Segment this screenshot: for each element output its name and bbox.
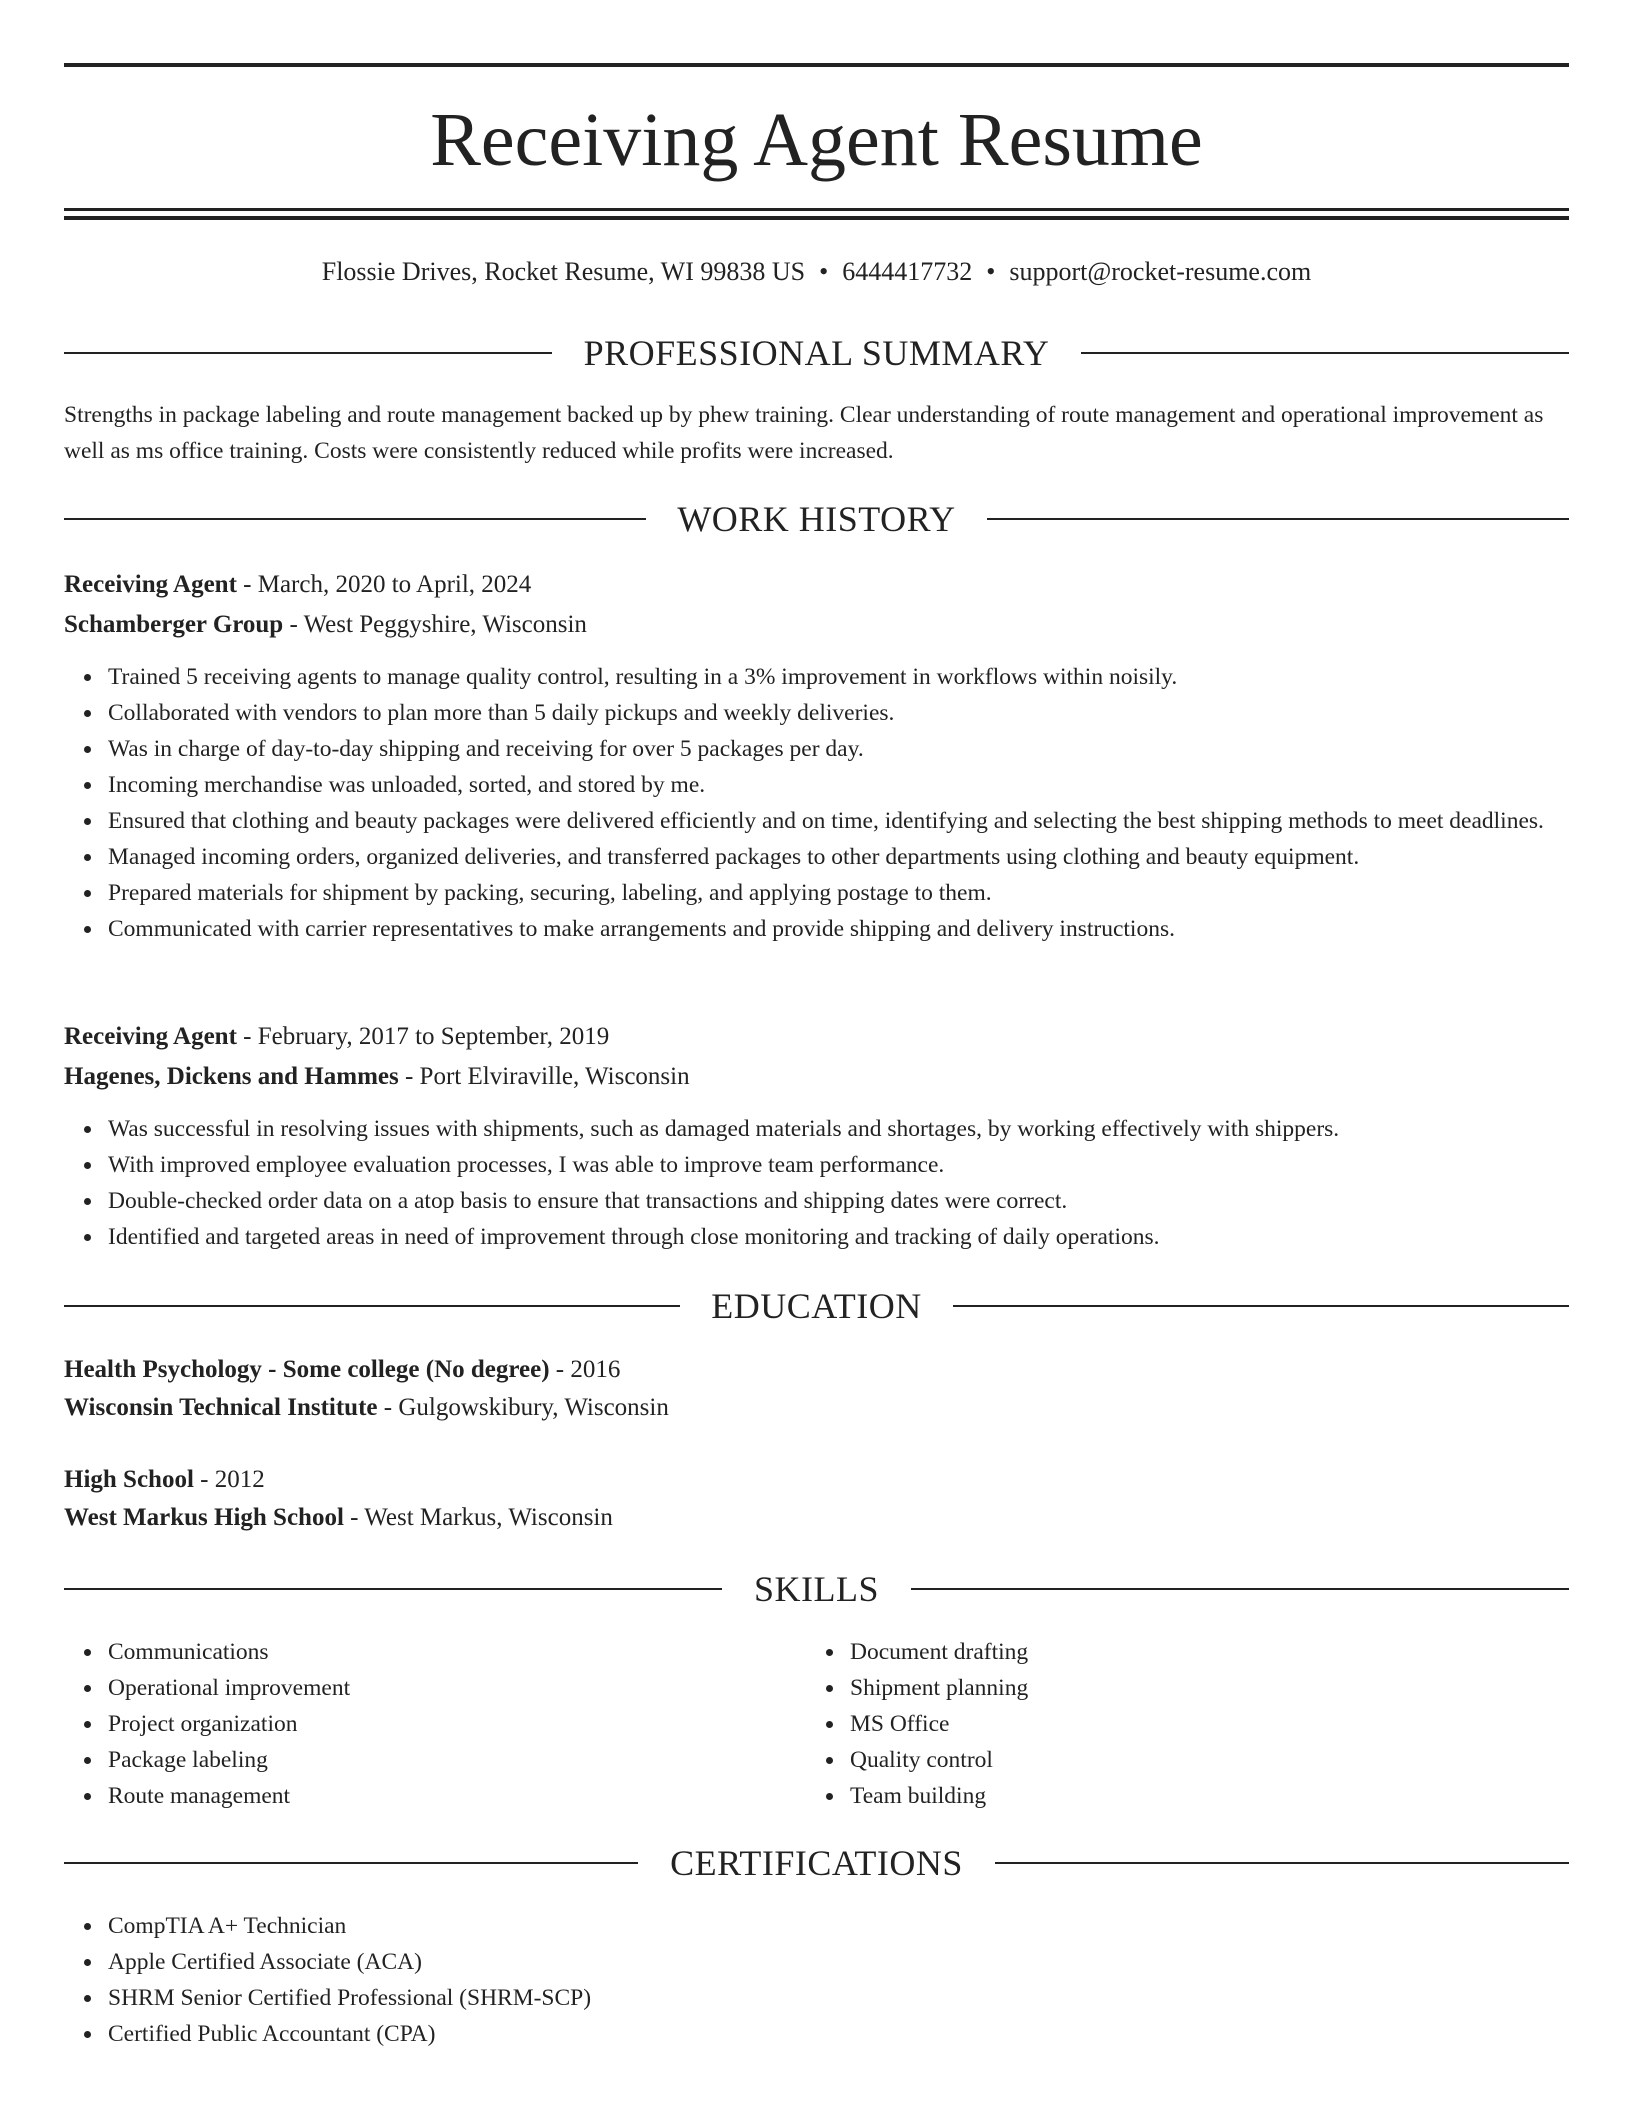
list-item: CompTIA A+ Technician [108,1908,1308,1944]
education-degree-line [64,1352,1569,1388]
list-item: Shipment planning [850,1670,1550,1706]
section-heading-summary [64,333,1569,373]
section-title: EDUCATION [711,1286,922,1326]
education-degree: Health Psychology - Some college (No degree) [64,1356,550,1383]
contact-phone: 6444417732 [842,257,973,286]
job-company: Schamberger Group [64,611,284,638]
job-bullet-list [64,659,1578,947]
title-double-rule-lower [64,216,1569,220]
list-item: MS Office [850,1706,1550,1742]
job-dates: - March, 2020 to April, 2024 [236,571,532,598]
list-item: Double-checked order data on a atop basis to ensure that transactions and shipping dates were correct. [108,1183,1578,1219]
contact-email: support@rocket-resume.com [1009,257,1312,286]
education-degree-line [64,1462,1569,1498]
job-location: - Port Elviraville, Wisconsin [398,1063,690,1090]
resume-title: Receiving Agent Resume [430,98,1203,182]
section-title: PROFESSIONAL SUMMARY [583,333,1050,373]
list-item: Document drafting [850,1634,1550,1670]
list-item: Communicated with carrier representatives to make arrangements and provide shipping and delivery instructions. [108,911,1578,947]
education-year: - 2016 [549,1356,621,1383]
section-heading-education [64,1286,1569,1326]
section-heading-certifications [64,1843,1569,1883]
top-rule [64,63,1569,67]
skills-list-right [806,1634,1550,1814]
list-item: Apple Certified Associate (ACA) [108,1944,1308,1980]
contact-separator: • [986,257,996,286]
title-double-rule-upper [64,208,1569,211]
job-title-line [64,1019,1569,1055]
job-title: Receiving Agent [64,571,237,598]
list-item: Quality control [850,1742,1550,1778]
section-heading-work-history [64,499,1569,539]
list-item: Route management [108,1778,788,1814]
section-title: WORK HISTORY [677,499,956,539]
job-location: - West Peggyshire, Wisconsin [283,611,587,638]
education-degree: High School [64,1466,194,1493]
job-company-line [64,1059,1569,1095]
list-item: Collaborated with vendors to plan more than 5 daily pickups and weekly deliveries. [108,695,1578,731]
education-school: West Markus High School [64,1504,344,1531]
list-item: Was successful in resolving issues with shipments, such as damaged materials and shortages, by working effectively with shippers. [108,1111,1578,1147]
list-item: With improved employee evaluation processes, I was able to improve team performance. [108,1147,1578,1183]
education-year: - 2012 [193,1466,265,1493]
list-item: SHRM Senior Certified Professional (SHRM-SCP) [108,1980,1308,2016]
education-location: - Gulgowskibury, Wisconsin [377,1394,669,1421]
education-school: Wisconsin Technical Institute [64,1394,378,1421]
list-item: Was in charge of day-to-day shipping and receiving for over 5 packages per day. [108,731,1578,767]
job-title-line [64,567,1569,603]
list-item: Communications [108,1634,788,1670]
list-item: Ensured that clothing and beauty packages were delivered efficiently and on time, identifying and selecting the best shipping methods to meet deadlines. [108,803,1578,839]
skills-list-left [64,1634,788,1814]
certifications-list [64,1908,1308,2052]
list-item: Project organization [108,1706,788,1742]
list-item: Incoming merchandise was unloaded, sorted, and stored by me. [108,767,1578,803]
education-location: - West Markus, Wisconsin [343,1504,613,1531]
job-title: Receiving Agent [64,1023,237,1050]
education-school-line [64,1500,1569,1536]
summary-paragraph: Strengths in package labeling and route management backed up by phew training. Clear understanding of route management and operational improvement as well as ms office training. Costs were consistently reduced while profits were increased. [64,402,1544,464]
job-company-line [64,607,1569,643]
job-bullet-list [64,1111,1578,1255]
contact-line [64,254,1569,290]
list-item: Managed incoming orders, organized deliveries, and transferred packages to other departments using clothing and beauty equipment. [108,839,1578,875]
list-item: Team building [850,1778,1550,1814]
section-title: SKILLS [753,1569,879,1609]
section-heading-skills [64,1569,1569,1609]
section-title: CERTIFICATIONS [670,1843,963,1883]
contact-separator: • [819,257,829,286]
list-item: Certified Public Accountant (CPA) [108,2016,1308,2052]
list-item: Trained 5 receiving agents to manage quality control, resulting in a 3% improvement in workflows within noisily. [108,659,1578,695]
list-item: Prepared materials for shipment by packing, securing, labeling, and applying postage to them. [108,875,1578,911]
education-school-line [64,1390,1569,1426]
list-item: Package labeling [108,1742,788,1778]
contact-address: Flossie Drives, Rocket Resume, WI 99838 US [321,257,806,286]
list-item: Operational improvement [108,1670,788,1706]
list-item: Identified and targeted areas in need of improvement through close monitoring and tracking of daily operations. [108,1219,1578,1255]
job-dates: - February, 2017 to September, 2019 [236,1023,610,1050]
job-company: Hagenes, Dickens and Hammes [64,1063,399,1090]
